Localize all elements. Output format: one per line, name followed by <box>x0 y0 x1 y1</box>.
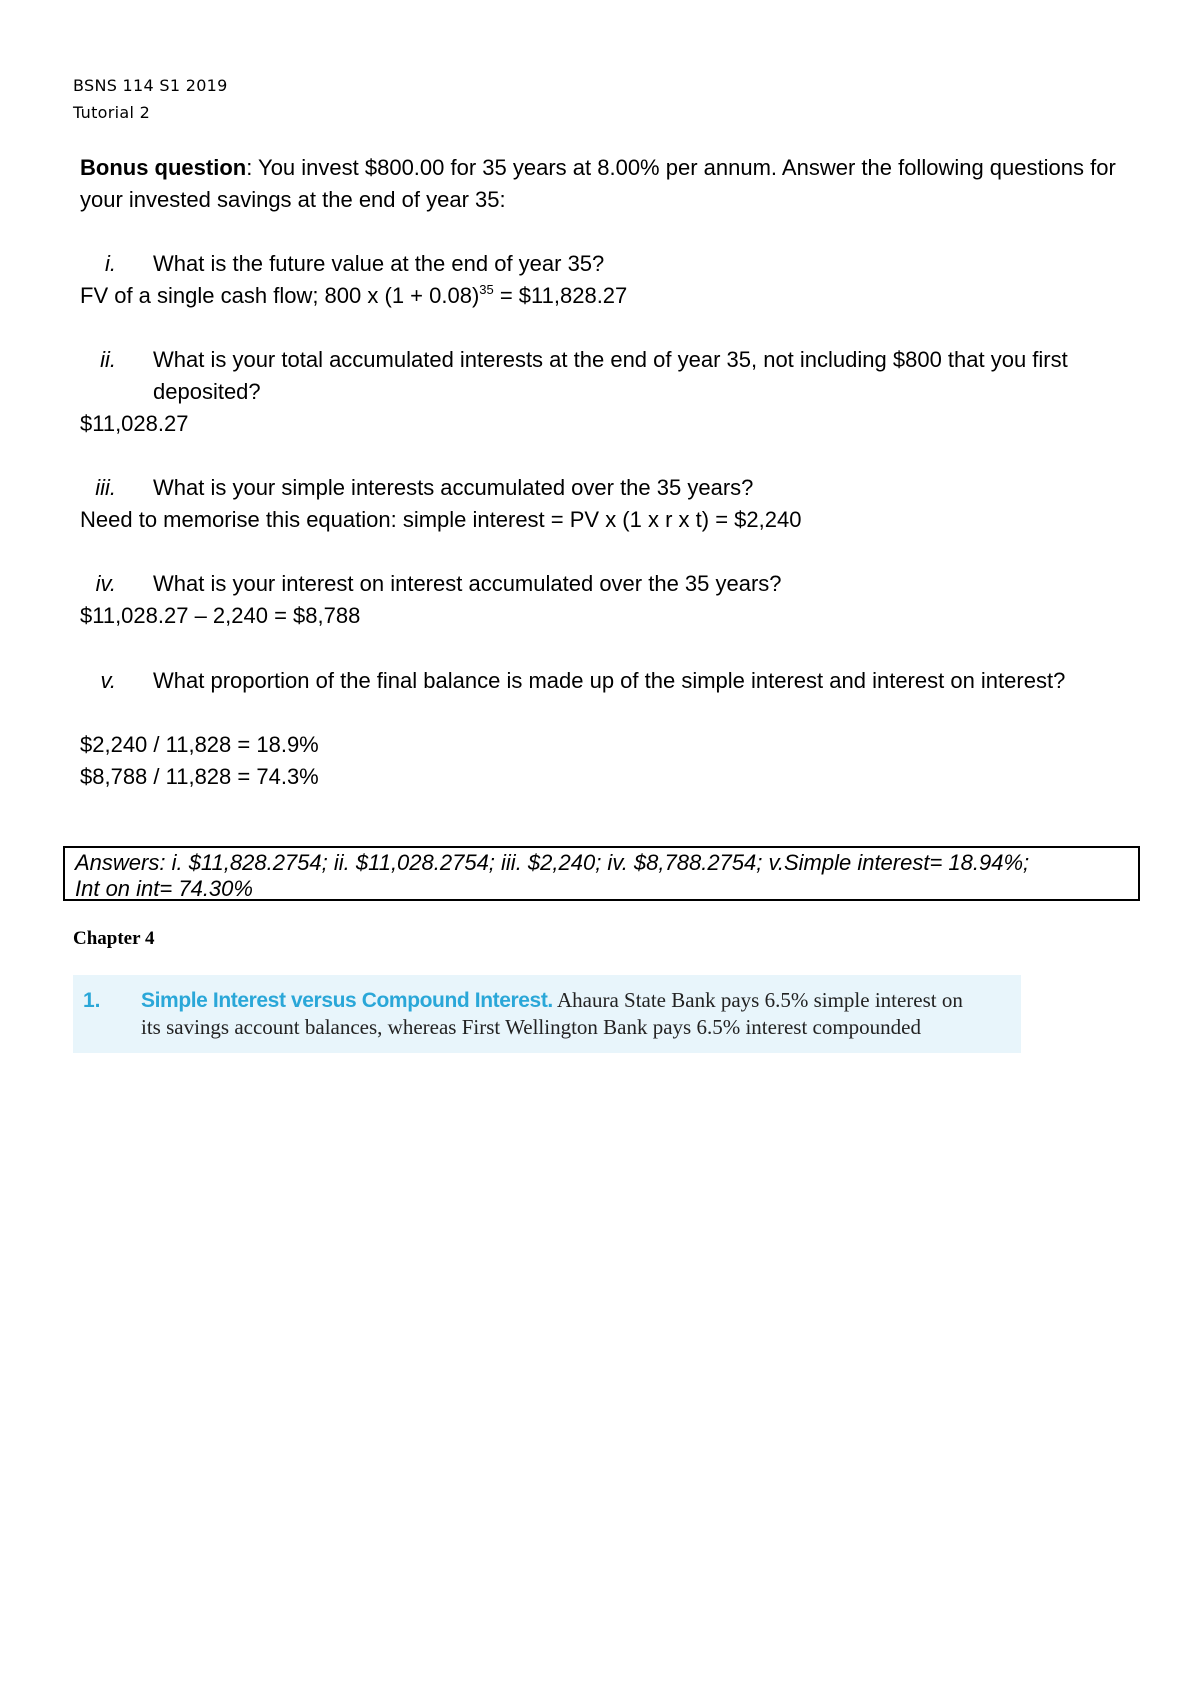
answer-exponent: 35 <box>479 282 494 297</box>
question-item <box>80 472 1120 504</box>
answer-text: $11,028.27 <box>80 411 189 436</box>
excerpt-line: Ahaura State Bank pays 6.5% simple interest on <box>552 988 963 1012</box>
chapter-heading: Chapter 4 <box>73 928 155 949</box>
answer-text: $8,788 / 11,828 = 74.3% <box>80 764 319 789</box>
answer-formula: FV of a single cash flow; 800 x (1 + 0.08) <box>80 283 480 308</box>
question-number: ii. <box>100 347 116 372</box>
question-number: v. <box>100 668 116 693</box>
question-item <box>80 248 1120 280</box>
question-number: iii. <box>95 475 116 500</box>
question-number: iv. <box>95 571 116 596</box>
excerpt-text <box>141 987 1011 1041</box>
answers-summary-line: Answers: i. $11,828.2754; ii. $11,028.2754; iii. $2,240; iv. $8,788.2754; v.Simple interest= 18.94%; <box>75 850 1030 875</box>
question-item <box>80 344 1120 408</box>
course-code: BSNS 114 S1 2019 <box>73 76 228 95</box>
question-text: What is your simple interests accumulated over the 35 years? <box>153 475 754 500</box>
answer-result: = $11,828.27 <box>493 283 628 308</box>
question-text: What is your interest on interest accumulated over the 35 years? <box>153 571 782 596</box>
answers-summary-box <box>63 846 1140 901</box>
bonus-question-text: : You invest $800.00 for 35 years at 8.00% per annum. Answer the following questions for your invested savings at the end of year 35: <box>80 155 1116 212</box>
question-item <box>80 568 1120 600</box>
textbook-excerpt <box>73 975 1021 1053</box>
answer-text: $2,240 / 11,828 = 18.9% <box>80 732 319 757</box>
excerpt-number: 1. <box>83 989 101 1012</box>
bonus-question-intro <box>80 152 1120 216</box>
question-number: i. <box>105 251 116 276</box>
question-item <box>80 665 1120 697</box>
excerpt-line: its savings account balances, whereas First Wellington Bank pays 6.5% interest compounded <box>141 1015 922 1039</box>
answers-summary-line: Int on int= 74.30% <box>75 876 253 901</box>
answer-text <box>80 280 627 312</box>
question-text: What is the future value at the end of year 35? <box>153 251 605 276</box>
excerpt-title: Simple Interest versus Compound Interest. <box>141 989 553 1012</box>
tutorial-label: Tutorial 2 <box>73 103 151 122</box>
question-text: What is your total accumulated interests at the end of year 35, not including $800 that you first deposited? <box>153 347 1068 404</box>
answer-text: Need to memorise this equation: simple interest = PV x (1 x r x t) = $2,240 <box>80 507 802 532</box>
document-header <box>73 72 228 126</box>
question-text: What proportion of the final balance is made up of the simple interest and interest on interest? <box>153 668 1066 693</box>
answer-text: $11,028.27 – 2,240 = $8,788 <box>80 603 361 628</box>
bonus-question-label: Bonus question <box>80 155 247 180</box>
